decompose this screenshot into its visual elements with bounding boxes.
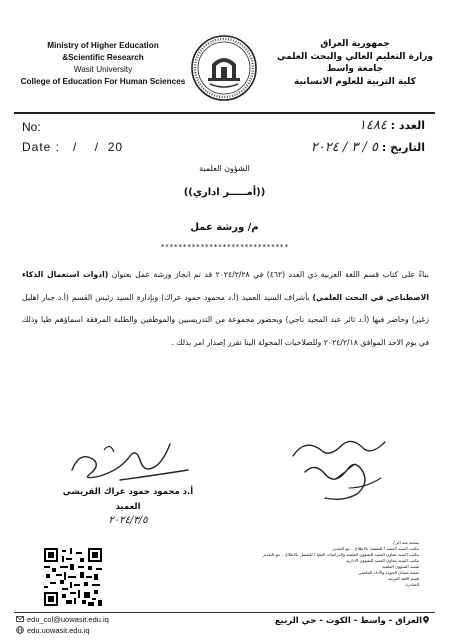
university-name-ar: جامعة واسط [326,64,384,74]
ref-date-label-ar: التاريخ : [381,141,425,154]
footer-contacts [16,614,109,636]
footer-web-row[interactable] [16,625,109,636]
body-text-part1: بناءً على كتاب قسم اللغة العربية ذي العدد (٤٦٢) في ٢٠٢٤/٢/٢٨ قد تم انجاز ورشة عمل بعنوان [108,270,429,279]
dean-signature [60,430,200,490]
department-heading: الشؤون العلمية [199,164,250,173]
workshop-title: (ادوات استعمال الذكاء الاصطناعي في البحث العلمي) [22,270,429,302]
header-divider [14,112,435,114]
footer-website[interactable]: edu.uowasit.edu.iq [27,626,90,635]
copies-item: مكتب السيد معاون العميد للشؤون العلمية والدراسات العليا / للتفضل بالاطلاع .. مع التقدير [262,552,419,557]
copies-list [262,540,419,588]
subject-line: م/ ورشة عمل [190,222,259,233]
order-body [22,264,429,354]
ministry-name-ar: وزارة التعليم العالي والبحث العلمي [276,51,434,62]
ref-date-en [22,140,123,154]
copies-item: الصادرة [405,582,419,587]
copies-item: شعبة ضمان الجودة والأداء الجامعي [358,570,419,575]
date-label-en: Date : [22,140,61,154]
qr-code [44,548,102,606]
university-name-en: Wasit University [73,65,133,74]
copies-item: شعبة الشؤون العلمية [382,564,419,569]
university-seal-logo [190,34,258,102]
location-pin-icon [422,616,430,624]
header-arabic [275,38,435,88]
ref-number-label-en: No: [22,120,41,134]
handwritten-approval-signature [285,428,395,508]
date-slash: / [73,140,78,154]
ref-number-label-ar: العدد : [390,119,425,132]
separator-stars: ***************************** [160,243,289,251]
copies-item: قسم اللغة العربية [388,576,419,581]
date-slash: / [94,140,100,154]
footer-email[interactable]: edu_col@uowasit.edu.iq [27,615,109,624]
footer-address-text: العراق - واسط - الكوت - حي الربيع [274,616,422,626]
signatory-name: أ.د محمود حمود عراك القريشي [62,487,194,497]
footer-divider [14,612,435,613]
ref-date-ar [311,140,425,155]
body-text-part2: بأشراف السيد العميد (أ.د محمود حمود عراك) وبإدارة السيد رئيس القسم (أ.د جبار اهليل زغير) وحاضر فيها (أ.د ثائر عبد المجيد ناجي) وبحضور مجموعة من التدريسيين والموظفين والطلبة المرفقة اسماؤهم طيا وذلك في يوم الاحد الموافق ٢٠٢٤/٢/١٨ وللصلاحيات المخولة الينا تقرر إصدار امر بذلك . [22,292,429,347]
ref-number-ar [359,118,425,133]
signature-date: ٢٠٢٤/٣/٥ [108,515,148,526]
copies-item: مكتب السيد معاون العميد للشؤون الادارية [346,558,419,563]
globe-icon [16,626,24,634]
date-year-en: 20 [107,140,124,154]
order-title: ((أمـــــر اداري)) [183,187,266,198]
ministry-subname-en: &Scientific Research [62,53,144,62]
signatory-title: العميد [115,502,141,512]
copies-heading: نسخة منه الى/ [393,540,419,545]
ministry-name-en: Ministry of Higher Education [47,41,159,50]
footer-address [275,616,433,626]
country-name-ar: جمهورية العراق [320,39,390,49]
ref-number-value: ١٤٨٤ [358,118,387,133]
ref-date-value: ٥ / ٣ / ٢٠٢٤ [310,140,379,155]
college-name-en: College of Education For Human Sciences [20,77,186,86]
footer-email-row[interactable] [16,614,109,625]
college-name-ar: كلية التربية للعلوم الانسانية [294,76,416,87]
header-english [18,40,188,88]
copies-item: مكتب السيد العميد / للتفضل بالاطلاع .. مع التقدير [332,546,419,551]
email-icon [16,615,24,623]
